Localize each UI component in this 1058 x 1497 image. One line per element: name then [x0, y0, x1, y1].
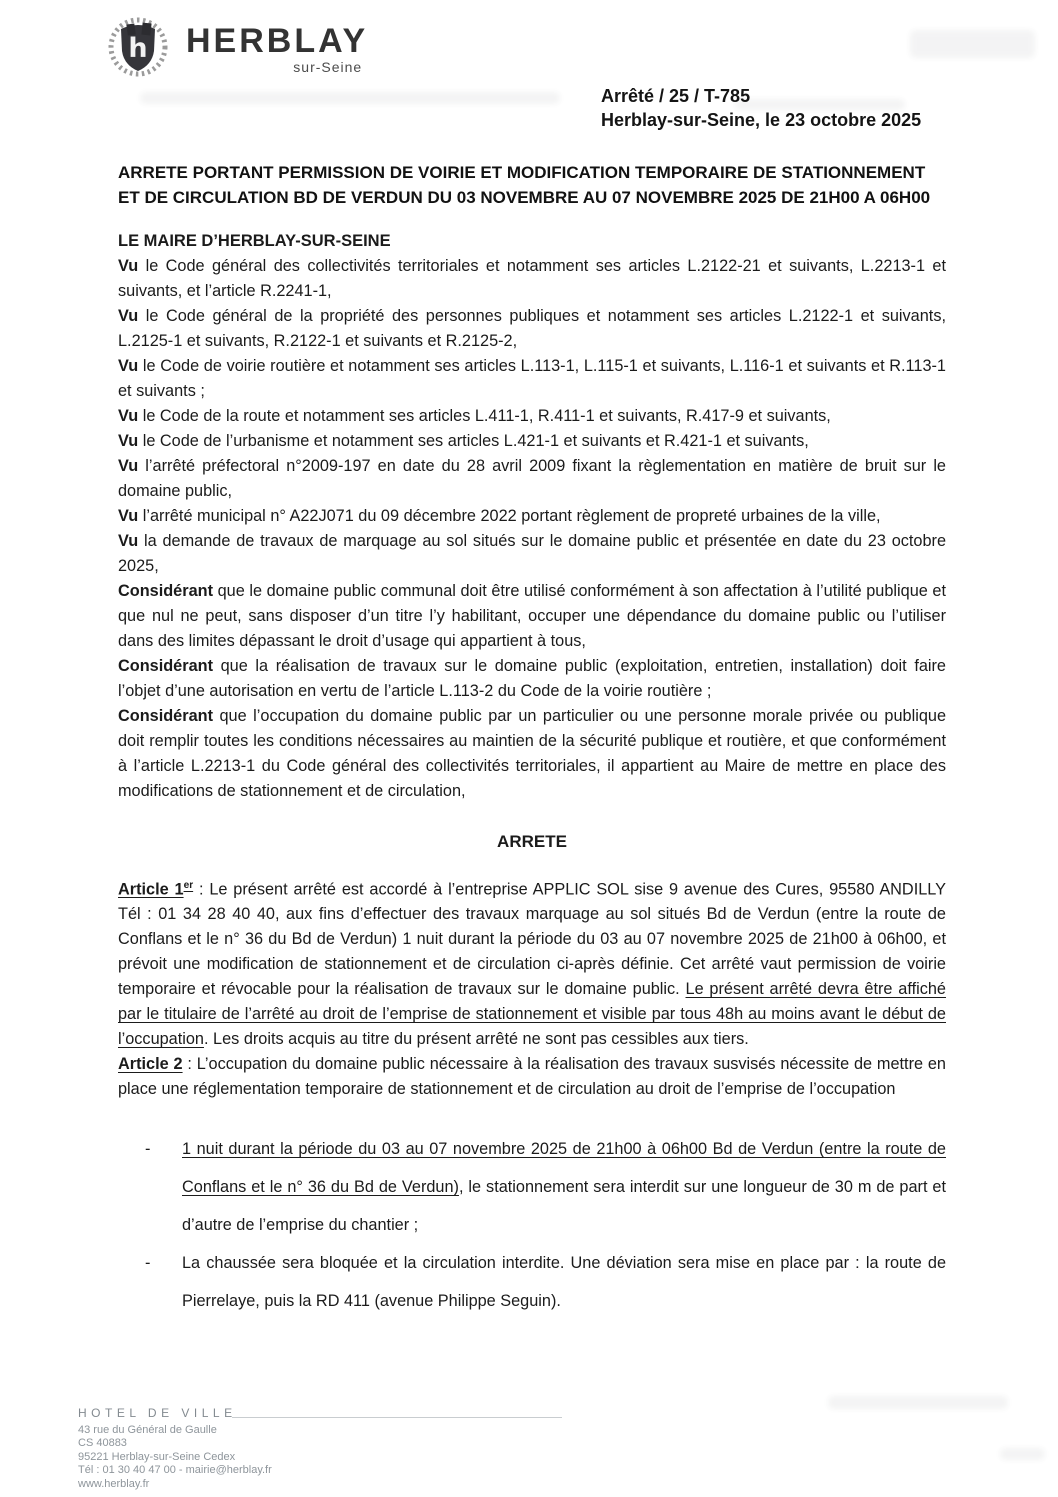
recital: Vu le Code de voirie routière et notamment ses articles L.113-1, L.115-1 et suivants, L.116-1 et suivants et R.113-1 et suivants ; [118, 357, 946, 400]
scan-artifact [910, 30, 1035, 58]
recital: Vu le Code général des collectivités territoriales et notamment ses articles L.2122-21 et suivants, L.2213-1 et suivants, et l’article R.2241-1, [118, 257, 946, 300]
list-item [145, 1130, 946, 1244]
document-title: ARRETE PORTANT PERMISSION DE VOIRIE ET MODIFICATION TEMPORAIRE DE STATIONNEMENT ET DE CIRCULATION BD DE VERDUN DU 03 NOVEMBRE AU 07 NOVEMBRE 2025 DE 21H00 A 06H00 [118, 163, 931, 207]
bullet-marker: - [145, 1254, 151, 1273]
bullet-text: La chaussée sera bloquée et la circulation interdite. Une déviation sera mise en place par : la route de Pierrelaye, puis la RD 411 (avenue Philippe Seguin). [182, 1254, 946, 1311]
scan-artifact [140, 92, 560, 104]
footer-address-block [78, 1407, 272, 1491]
scan-artifact [1000, 1448, 1045, 1460]
svg-text:h: h [128, 33, 148, 64]
footer-line: CS 40883 [78, 1437, 127, 1449]
footer-line: Tél : 01 30 40 47 00 - mairie@herblay.fr [78, 1464, 272, 1476]
arrete-heading: ARRETE [497, 832, 567, 851]
city-crest-icon [106, 16, 172, 80]
recital: Vu le Code général de la propriété des personnes publiques et notamment ses articles L.2122-1 et suivants, L.2125-1 et suivants, R.2122-1 et suivants et R.2125-2, [118, 307, 946, 350]
list-item [145, 1244, 946, 1320]
recital: Vu le Code de l’urbanisme et notamment ses articles L.421-1 et suivants et R.421-1 et suivants, [118, 432, 809, 450]
bullet-marker: - [145, 1140, 151, 1159]
footer-website: www.herblay.fr [78, 1477, 150, 1490]
article-2: Article 2 : L’occupation du domaine public nécessaire à la réalisation des travaux susvisés nécessite de mettre en place une réglementation temporaire de stationnement et de circulation au droit de l’emprise de l’occupation [118, 1055, 946, 1099]
recital: Vu l’arrêté préfectoral n°2009-197 en date du 28 avril 2009 fixant la règlementation en matière de bruit sur le domaine public, [118, 457, 946, 500]
recital: Considérant que la réalisation de travaux sur le domaine public (exploitation, entretien, installation) doit faire l’objet d’une autorisation en vertu de l’article L.113-2 du Code de la voirie routière ; [118, 657, 946, 700]
footer-line: 95221 Herblay-sur-Seine Cedex [78, 1450, 236, 1463]
city-logo [106, 16, 368, 80]
reference-block [601, 84, 921, 132]
logo-subtitle: sur-Seine [293, 59, 363, 75]
logo-wordmark: HERBLAY [186, 22, 369, 60]
recital: Vu le Code de la route et notamment ses articles L.411-1, R.411-1 et suivants, R.417-9 et suivants, [118, 407, 831, 425]
scan-artifact [828, 1396, 1008, 1409]
arrete-reference: Arrêté / 25 / T-785 [601, 86, 751, 106]
footer-rule [232, 1417, 562, 1418]
article-1: Article 1er : Le présent arrêté est accordé à l’entreprise APPLIC SOL sise 9 avenue des Cures, 95580 ANDILLY Tél : 01 34 28 40 40, aux fins d’effectuer des travaux marquage au sol situés Bd de Verdun (entre la route de Conflans et le n° 36 du Bd de Verdun) 1 nuit durant la période du 03 au 07 novembre 2025 de 21h00 à 06h00, et prévoit une modification de stationnement et de circulation ci-après définie. Cet arrêté vaut permission de voirie temporaire et révocable pour la réalisation de travaux sur le domaine public. Le présent arrêté devra être affiché par le titulaire de l’arrêté au droit de l’emprise de stationnement et visible par tous 48h au moins avant le début de l’occupation. Les droits acquis au titre du présent arrêté ne sont pas cessibles aux tiers. [118, 880, 946, 1049]
place-and-date: Herblay-sur-Seine, le 23 octobre 2025 [601, 110, 922, 130]
recital: Vu la demande de travaux de marquage au sol situés sur le domaine public et présentée en date du 23 octobre 2025, [118, 532, 946, 575]
recital: Vu l’arrêté municipal n° A22J071 du 09 décembre 2022 portant règlement de propreté urbaines de la ville, [118, 507, 881, 525]
document-body [118, 160, 946, 1320]
salutation: LE MAIRE D’HERBLAY-SUR-SEINE [118, 232, 391, 250]
footer-title: HOTEL DE VILLE [78, 1406, 237, 1420]
recital: Considérant que le domaine public communal doit être utilisé conformément à son affectation à l’utilité publique et que nul ne peut, sans disposer d’un titre l’y habilitant, occuper une dépendance du domaine public ou l’utiliser dans des limites dépassant le droit d’usage qui appartient à tous, [118, 582, 946, 650]
footer-line: 43 rue du Général de Gaulle [78, 1423, 217, 1436]
bullet-text: 1 nuit durant la période du 03 au 07 novembre 2025 de 21h00 à 06h00 Bd de Verdun (entre la route de Conflans et le n° 36 du Bd de Verdun), le stationnement sera interdit sur une longueur de 30 m de part et d’autre de l’emprise du chantier ; [182, 1140, 946, 1235]
recital: Considérant que l’occupation du domaine public par un particulier ou une personne morale privée ou publique doit remplir toutes les conditions nécessaires au maintien de la sécurité publique et routière, et que conformément à l’article L.2213-1 du Code général des collectivités territoriales, il appartient au Maire de mettre en place des modifications de stationnement et de circulation, [118, 707, 946, 800]
provisions-list [118, 1130, 946, 1320]
